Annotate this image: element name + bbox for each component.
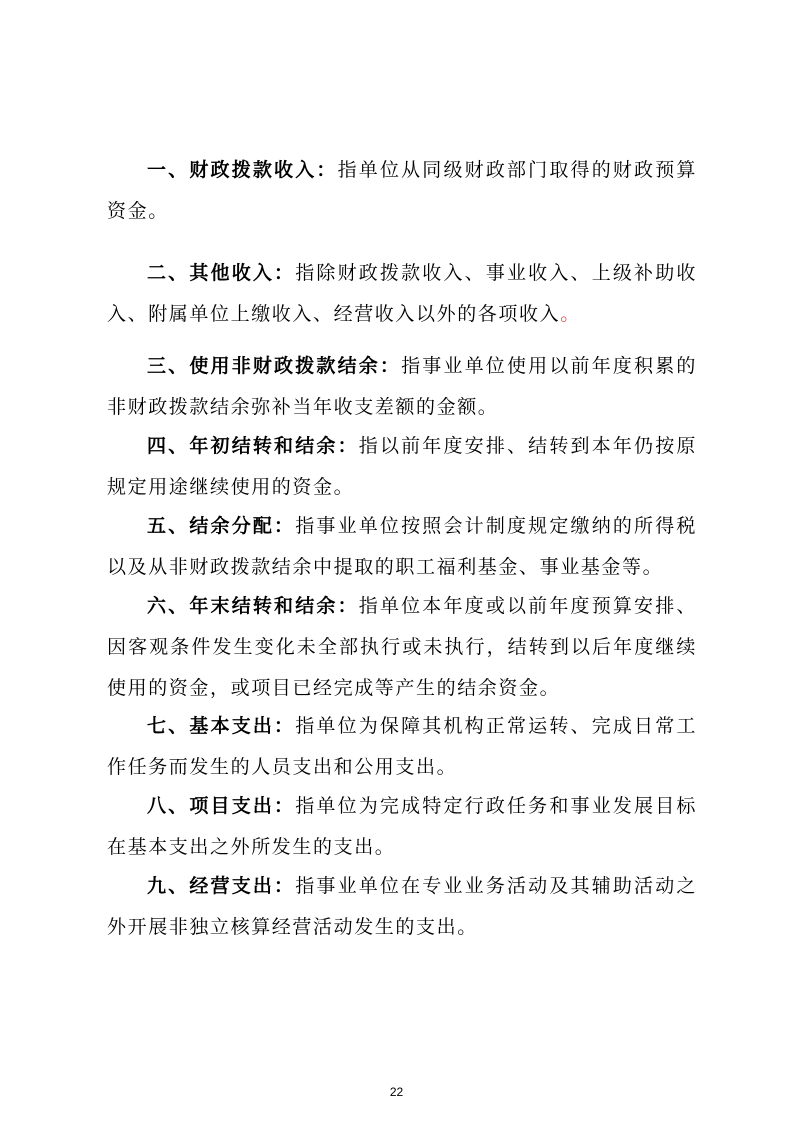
definition-term: 九、经营支出： [147,875,296,897]
definition-item [107,426,697,508]
definition-item [107,150,697,232]
definition-text: 指以前年度安排、结转到本年仍按原规定用途继续使用的资金。 [107,435,697,498]
definition-term: 一、财政拨款收入： [147,159,338,181]
definition-item [107,253,697,335]
definition-text: 指事业单位使用以前年度积累的非财政拨款结余弥补当年收支差额的金额。 [107,355,697,418]
definition-term: 三、使用非财政拨款结余： [147,355,402,377]
definition-item [107,786,697,868]
definition-suffix: 。 [560,303,581,325]
definition-item [107,346,697,428]
definition-text: 指除财政拨款收入、事业收入、上级补助收入、附属单位上缴收入、经营收入以外的各项收入 [107,262,697,325]
definition-text: 指单位为完成特定行政任务和事业发展目标在基本支出之外所发生的支出。 [107,795,697,858]
definition-term: 二、其他收入： [147,262,296,284]
page-number: 22 [389,1085,404,1099]
definition-text: 指单位从同级财政部门取得的财政预算资金。 [107,159,698,222]
definition-text: 指单位为保障其机构正常运转、完成日常工作任务而发生的人员支出和公用支出。 [107,715,697,778]
definition-term: 五、结余分配： [147,515,296,537]
definition-term: 四、年初结转和结余： [147,435,359,457]
definition-term: 八、项目支出： [147,795,296,817]
definition-text: 指事业单位按照会计制度规定缴纳的所得税以及从非财政拨款结余中提取的职工福利基金、事业基金等。 [107,515,697,578]
definition-text: 指事业单位在专业业务活动及其辅助活动之外开展非独立核算经营活动发生的支出。 [107,875,697,938]
definition-item [107,506,697,588]
definition-item [107,866,697,948]
definition-text: 指单位本年度或以前年度预算安排、因客观条件发生变化未全部执行或未执行，结转到以后年度继续使用的资金，或项目已经完成等产生的结余资金。 [107,595,697,699]
definition-term: 七、基本支出： [147,715,296,737]
definition-item [107,706,697,788]
definition-term: 六、年末结转和结余： [147,595,359,617]
definition-item [107,586,697,709]
